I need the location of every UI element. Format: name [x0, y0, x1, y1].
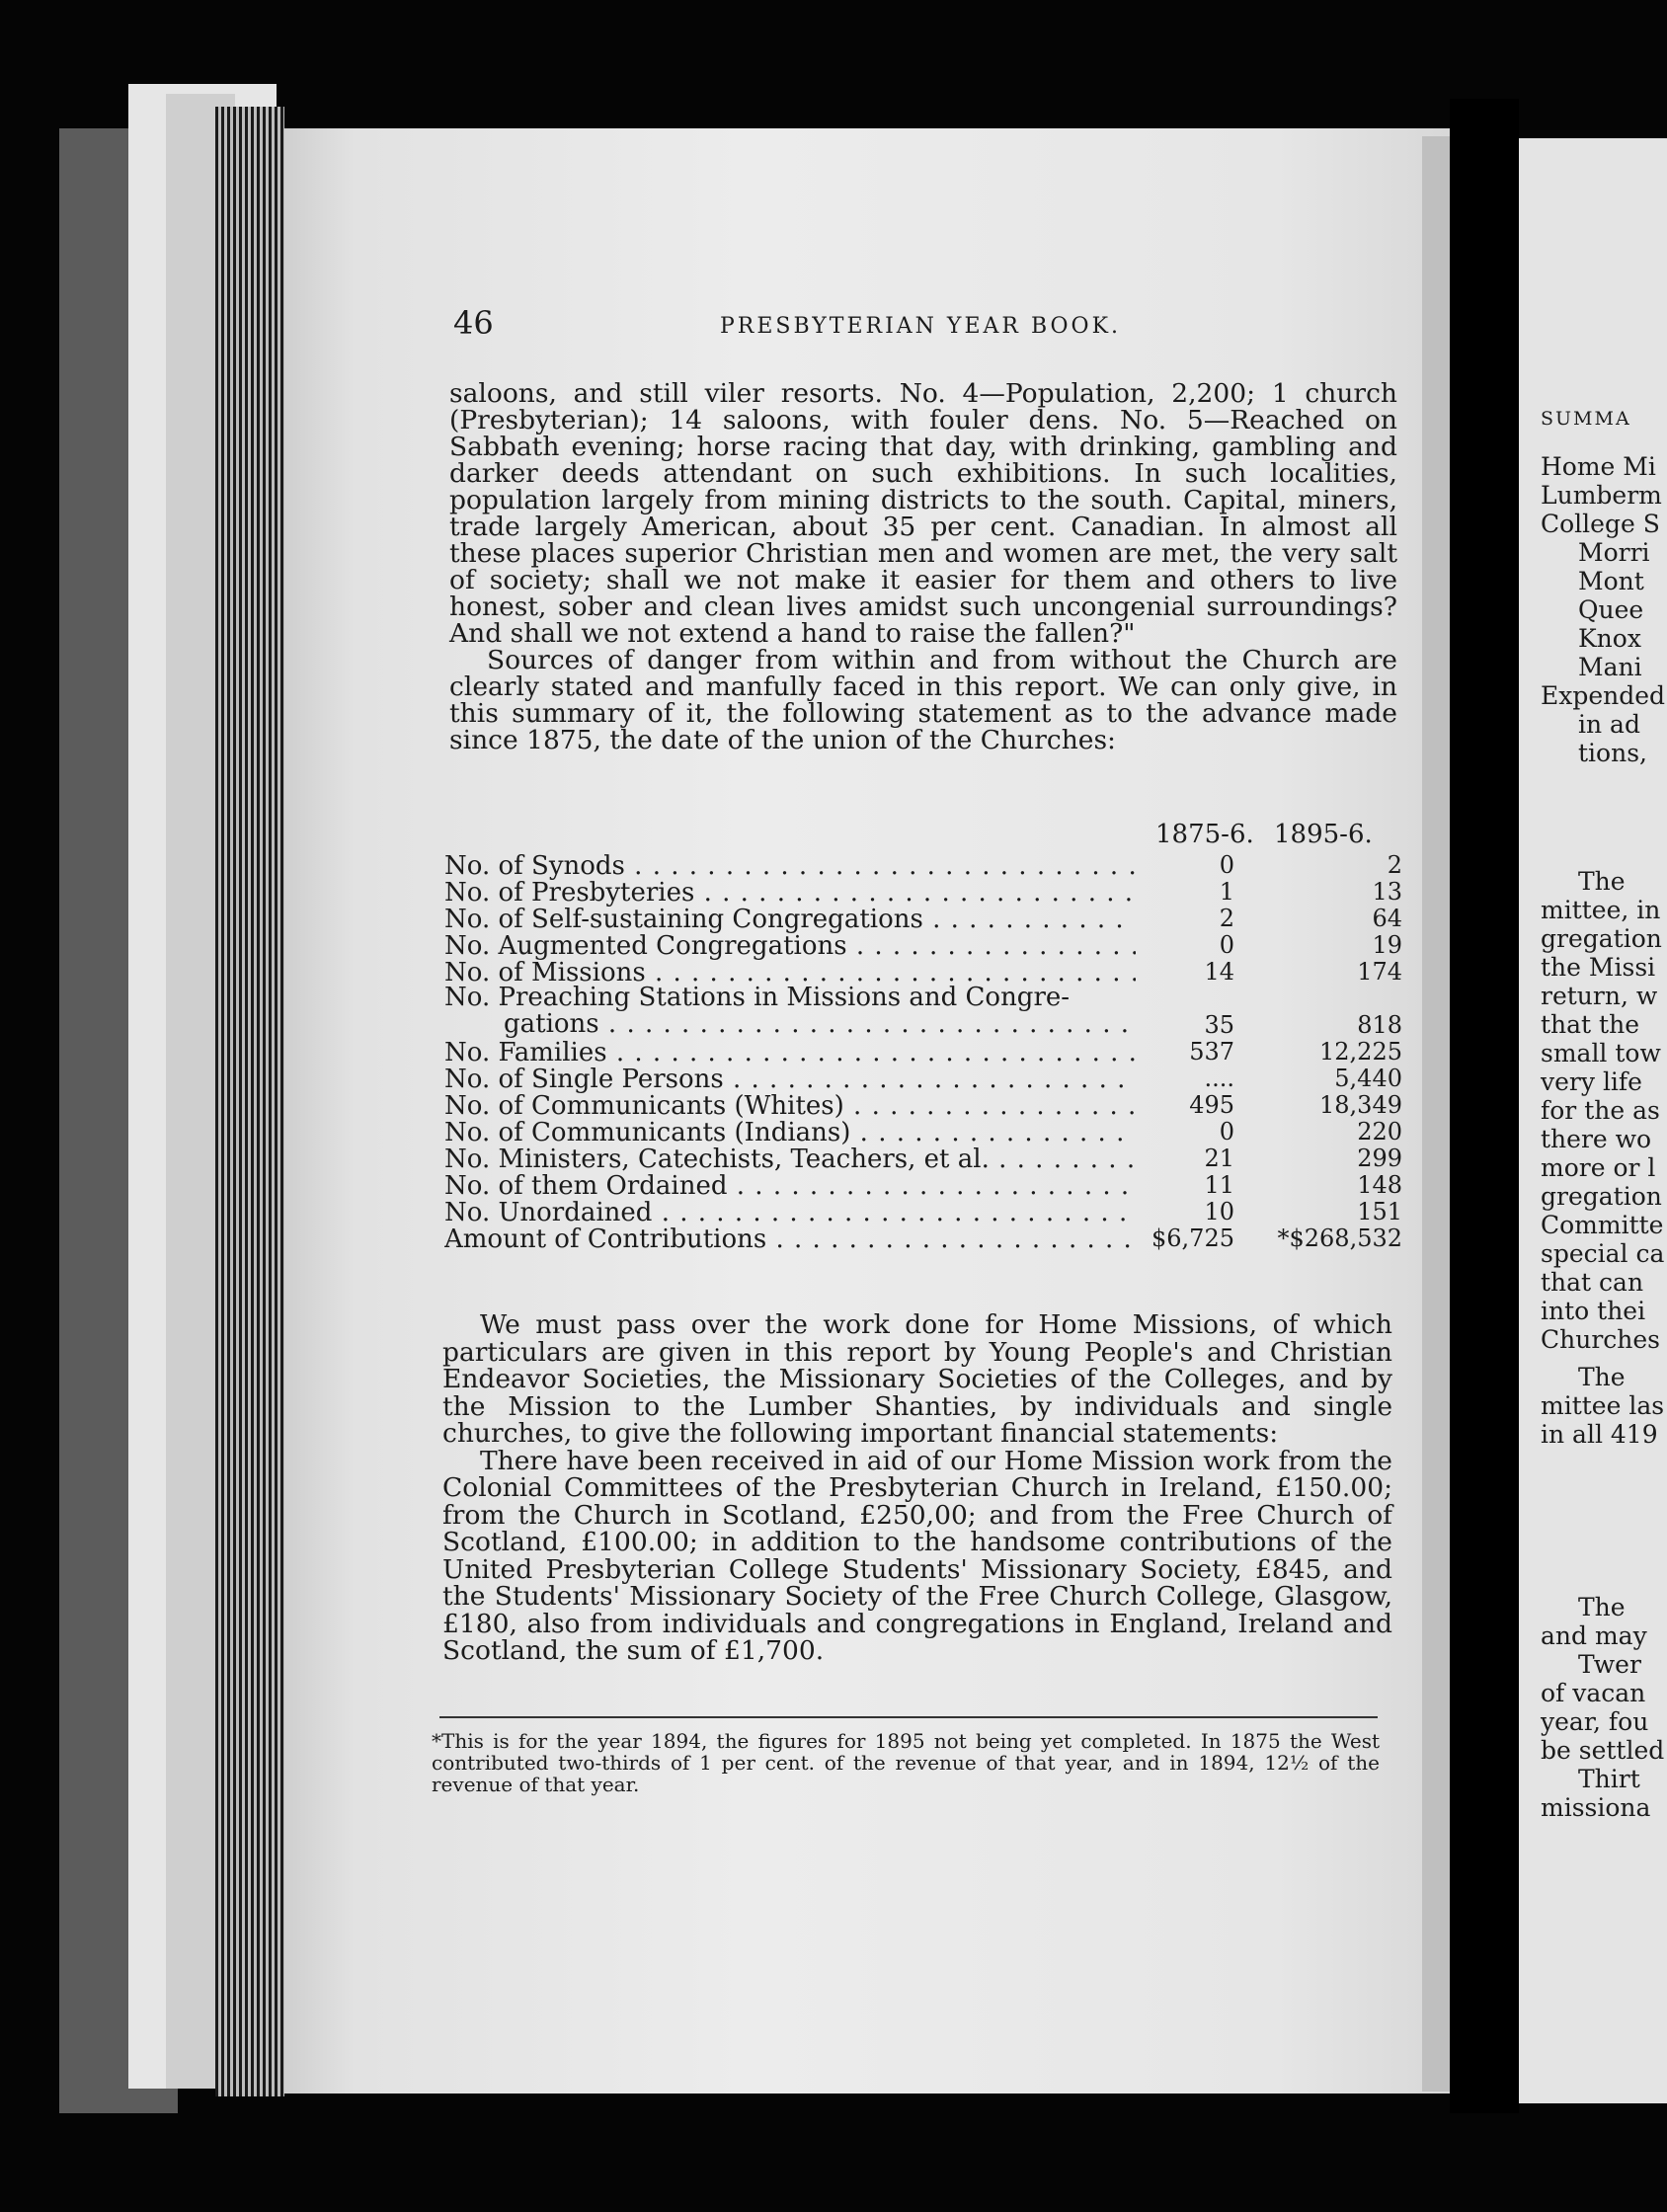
table-row [444, 1171, 1407, 1201]
page-number: 46 [453, 304, 494, 342]
row-label: No. of Communicants (Indians) . . . [444, 1118, 1136, 1147]
adjacent-line: Knox [1578, 624, 1641, 653]
adjacent-line: more or l [1541, 1153, 1656, 1182]
table-row [444, 1224, 1407, 1254]
adjacent-line: The [1578, 1593, 1626, 1621]
value-1895: 5,440 [1334, 1065, 1402, 1092]
value-1895: 174 [1357, 958, 1402, 986]
table-row [444, 1091, 1407, 1121]
row-label: No. of them Ordained . . . [444, 1171, 1136, 1201]
value-1875: $6,725 [1151, 1224, 1234, 1252]
adjacent-line: Thirt [1578, 1765, 1640, 1793]
value-1875: .... [1204, 1065, 1234, 1092]
adjacent-line: Twer [1578, 1650, 1641, 1679]
adjacent-line: Lumberm [1541, 481, 1662, 510]
page-stack-edges [215, 107, 284, 2096]
value-1875: 2 [1219, 905, 1234, 932]
value-1875: 21 [1204, 1145, 1234, 1172]
table-row [444, 1065, 1407, 1094]
adjacent-line: that the [1541, 1010, 1639, 1039]
adjacent-line: gregation [1541, 1182, 1662, 1211]
row-label-line2: gations . . . [444, 1011, 1136, 1038]
row-label: No. of Self-sustaining Congregations . . . [444, 905, 1136, 934]
adjacent-line: year, fou [1541, 1707, 1649, 1736]
value-1895: 148 [1357, 1171, 1402, 1199]
adjacent-line: Mani [1578, 653, 1642, 681]
table-row [444, 905, 1407, 934]
row-label: No. Ministers, Catechists, Teachers, et al. . . . [444, 1145, 1136, 1174]
adjacent-page [1519, 138, 1667, 2103]
row-label-line1: No. Preaching Stations in Missions and Congre- [444, 985, 1071, 1012]
stats-header-row [444, 820, 1407, 851]
adjacent-line: Expended [1541, 681, 1666, 710]
value-1875: 0 [1219, 1118, 1234, 1146]
value-1875: 0 [1219, 851, 1234, 879]
column-header-1875: 1875-6. [1155, 820, 1254, 849]
value-1875: 11 [1204, 1171, 1234, 1199]
adjacent-line: Churches [1541, 1325, 1661, 1354]
value-1875: 1 [1219, 878, 1234, 906]
adjacent-line: Morri [1578, 538, 1650, 567]
value-1875: 35 [1204, 1011, 1234, 1039]
value-1895: 151 [1357, 1198, 1402, 1225]
row-label: No. of Single Persons . . . [444, 1065, 1136, 1094]
advance-statistics-table [444, 820, 1407, 1254]
table-row [444, 931, 1407, 961]
row-label: Amount of Contributions . . . [444, 1224, 1136, 1254]
value-1895: 19 [1372, 931, 1402, 959]
paragraph-financial-aid: There have been received in aid of our Home Mission work from the Colonial Committees of the Presbyterian Church in Ireland, £150.00; from the Church in Scotland, £250,00; and from the Free Church of Scotland, £100.00; in addition to the handsome contributions of the United Presbyterian College Students' Missionary Society, £845, and the Students' Missionary Society of the Free Church College, Glasgow, £180, also from individuals and congregations in England, Ireland and Scotland, the sum of £1,700. [442, 1445, 1392, 1666]
value-1875: 14 [1204, 958, 1234, 986]
row-label: No. of Synods . . . [444, 851, 1136, 881]
value-1875: 537 [1189, 1038, 1234, 1066]
row-label: No. Families . . . [444, 1038, 1136, 1067]
adjacent-line: The [1578, 867, 1626, 896]
row-label [444, 985, 1136, 1038]
adjacent-line: special ca [1541, 1239, 1665, 1268]
adjacent-line: College S [1541, 510, 1660, 538]
adjacent-line: for the as [1541, 1096, 1660, 1125]
value-1895: 18,349 [1319, 1091, 1402, 1119]
table-row [444, 851, 1407, 881]
table-row [444, 1145, 1407, 1174]
adjacent-line: gregation [1541, 924, 1662, 953]
adjacent-line: very life [1541, 1067, 1642, 1096]
value-1875: 10 [1204, 1198, 1234, 1225]
row-label: No. of Missions . . . [444, 958, 1136, 988]
adjacent-line: the Missi [1541, 953, 1656, 982]
value-1895: 64 [1372, 905, 1402, 932]
adjacent-line: tions, [1578, 739, 1647, 767]
adjacent-line: SUMMA [1541, 408, 1631, 430]
adjacent-line: Mont [1578, 567, 1644, 595]
adjacent-line: and may [1541, 1621, 1647, 1650]
adjacent-line: there wo [1541, 1125, 1652, 1153]
adjacent-line: mittee, in [1541, 896, 1661, 924]
adjacent-line: The [1578, 1363, 1626, 1391]
adjacent-line: into thei [1541, 1297, 1646, 1325]
table-row [444, 1038, 1407, 1065]
paragraph-saloons: saloons, and still viler resorts. No. 4—Population, 2,200; 1 church (Presbyterian); 14 saloons, with fouler dens. No. 5—Reached on Sabbath evening; horse racing that day, with drinking, gambling and darker deeds attendant on such exhibitions. In such localities, population largely from mining districts to the south. Capital, miners, trade largely American, about 35 per cent. Canadian. In almost all these places superior Christian men and women are met, the very salt of society; shall we not make it easier for them and others to live honest, sober and clean lives amidst such uncongenial surroundings? And shall we not extend a hand to raise the fallen?" [449, 378, 1397, 649]
table-row [444, 985, 1407, 1038]
book-gutter [1450, 99, 1519, 2113]
paragraph-sources-of-danger: Sources of danger from within and from without the Church are clearly stated and manfully faced in this report. We can only give, in this summary of it, the following statement as to the advance made since 1875, the date of the union of the Churches: [449, 645, 1397, 755]
adjacent-line: in ad [1578, 710, 1640, 739]
running-head [453, 304, 1401, 344]
adjacent-line: return, w [1541, 982, 1658, 1010]
adjacent-line: mittee las [1541, 1391, 1665, 1420]
adjacent-line: Committe [1541, 1211, 1664, 1239]
adjacent-line: that can [1541, 1268, 1644, 1297]
value-1895: 2 [1387, 851, 1402, 879]
page-shadow [1422, 136, 1450, 2092]
footnote: *This is for the year 1894, the figures for 1895 not being yet completed. In 1875 the West contributed two-thirds of 1 per cent. of the revenue of that year, and in 1894, 12½ of the revenue of that year. [432, 1729, 1380, 1796]
adjacent-line: Quee [1578, 595, 1644, 624]
row-label: No. Unordained . . . [444, 1198, 1136, 1227]
adjacent-line: in all 419 [1541, 1420, 1658, 1449]
table-row [444, 878, 1407, 908]
value-1875: 495 [1189, 1091, 1234, 1119]
table-row [444, 1118, 1407, 1145]
adjacent-line: of vacan [1541, 1679, 1646, 1707]
table-row [444, 1198, 1407, 1227]
running-head-title: PRESBYTERIAN YEAR BOOK. [720, 314, 1122, 339]
intro-text [449, 380, 1397, 753]
column-header-1895: 1895-6. [1274, 820, 1373, 849]
value-1895: 818 [1357, 1011, 1402, 1039]
row-label: No. of Communicants (Whites) . . . [444, 1091, 1136, 1121]
table-row [444, 958, 1407, 988]
row-label: No. of Presbyteries . . . [444, 878, 1136, 908]
value-1875: 0 [1219, 931, 1234, 959]
adjacent-line: small tow [1541, 1039, 1661, 1067]
value-1895: 220 [1357, 1118, 1402, 1146]
value-1895: 299 [1357, 1145, 1402, 1172]
footnote-divider [439, 1716, 1378, 1718]
row-label: No. Augmented Congregations . . . [444, 931, 1136, 961]
paragraph-home-missions: We must pass over the work done for Home Missions, of which particulars are given in this report by Young People's and Christian Endeavor Societies, the Missionary Societies of the Colleges, and by the Mission to the Lumber Shanties, by individuals and single churches, to give the following important financial statements: [442, 1309, 1392, 1449]
adjacent-line: be settled [1541, 1736, 1665, 1765]
value-1895: 13 [1372, 878, 1402, 906]
closing-text [442, 1311, 1392, 1665]
value-1895: *$268,532 [1277, 1224, 1402, 1252]
adjacent-line: missiona [1541, 1793, 1651, 1822]
adjacent-line: Home Mi [1541, 452, 1656, 481]
value-1895: 12,225 [1319, 1038, 1402, 1066]
